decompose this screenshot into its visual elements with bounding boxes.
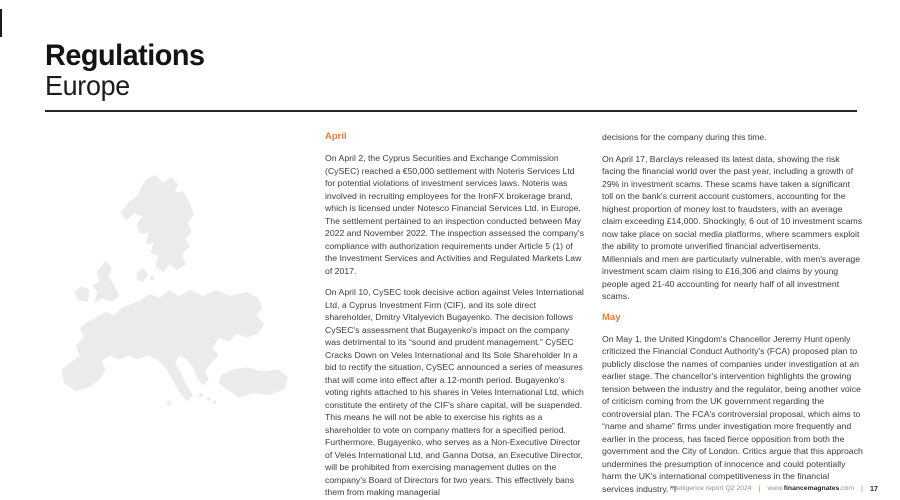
page-subtitle: Europe — [45, 70, 130, 101]
footer-report-label: Intelligence report Q2 2024 — [669, 485, 752, 492]
footer-site-suffix: .com — [839, 485, 855, 492]
text-column-left — [325, 131, 584, 500]
top-left-accent-bar — [0, 9, 2, 37]
section-heading-may: May — [602, 311, 621, 323]
page-header — [45, 40, 211, 101]
footer-site-prefix: www. — [767, 485, 784, 492]
paragraph-continuation: decisions for the company during this time. — [602, 132, 767, 142]
footer-separator: | — [758, 484, 761, 493]
footer-page-number: 17 — [870, 484, 878, 493]
paragraph-april-17: On April 17, Barclays released its latest data, showing the risk facing the financial world over the past year, including a growth of 29% in investment scams. These scams have taken a significant toll on the bank's current account customers, accounting for the highest proportion of money lost to fraudsters, with an average claim exceeding £14,000. Shockingly, 6 out of 10 investment scams now take place on social media platforms, where scammers exploit the ability to promote unverified financial advertisements. Millennials and men are particularly vulnerable, with men's average investment scam claim rising to £16,306 and claims by young people aged 21-40 accounting for nearly half of all investment scams. — [602, 153, 863, 301]
footer-separator: | — [861, 484, 863, 493]
paragraph-april-2: On April 2, the Cyprus Securities and Exchange Commission (CySEC) reached a €50,000 settlement with Noteris Services Ltd for potential violations of investment services laws. Noteris was involved in recruiting employees for the IronFX brokerage brand, which is licensed under Notesco Financial Services Ltd. in Europe. The settlement pertained to an inspection conducted between May 2022 and November 2022. The inspection assessed the company's compliance with authorization requirements under Article 5 (1) of the Investment Services and Activities and Regulated Markets Law of 2017. — [325, 153, 584, 276]
europe-map-graphic — [52, 172, 300, 412]
europe-map — [52, 172, 300, 412]
paragraph-april-10: On April 10, CySEC took decisive action against Veles International Ltd, a Cyprus Investment Firm (CIF), and its sole direct shareholder, Dmitry Vitalyevich Bugayenko. The decision follows CySEC's assessment that Bugayenko's impact on the company was detrimental to its “sound and prudent management.” CySEC Cracks Down on Veles International and Its Sole Shareholder In a bid to rectify the situation, CySEC announced a series of measures that will come into effect after a 12-month period. Bugayenko's voting rights attached to his shares in Veles International Ltd, which constitute the entirety of the CIF's share capital, will be suspended. This means he will not be able to exercise his rights as a shareholder to vote on company matters for a specified period. Furthermore, Bugayenko, who serves as a Non-Executive Director of Veles International Ltd, and Ganna Dotsa, an Executive Director, will be prohibited from exercising management duties on the company's Board of Directors for two years. This effectively bans them from making managerial — [325, 287, 584, 497]
page-footer — [670, 484, 878, 493]
page-title: Regulations — [45, 39, 205, 72]
footer-site-link[interactable] — [768, 485, 855, 492]
footer-site-brand: financemagnates — [783, 485, 840, 492]
section-heading-april: April — [325, 131, 347, 142]
text-column-right — [602, 131, 863, 500]
paragraph-may-1: On May 1, the United Kingdom's Chancellor Jeremy Hunt openly criticized the Financial Conduct Authority's (FCA) proposed plan to publicly disclose the names of companies under investigation at an earlier stage. The chancellor's intervention highlights the growing tension between the industry and the regulator, being another voice of criticism coming from the UK government regarding the controversial plan. The FCA's controversial proposal, which aims to “name and shame” firms under investigation more frequently and earlier in the process, has faced fierce opposition from both the government and the City of London. Critics argue that this approach undermines the presumption of innocence and could potentially harm the UK's international competitiveness in the financial services industry. “I — [602, 333, 863, 494]
header-divider — [45, 110, 857, 112]
